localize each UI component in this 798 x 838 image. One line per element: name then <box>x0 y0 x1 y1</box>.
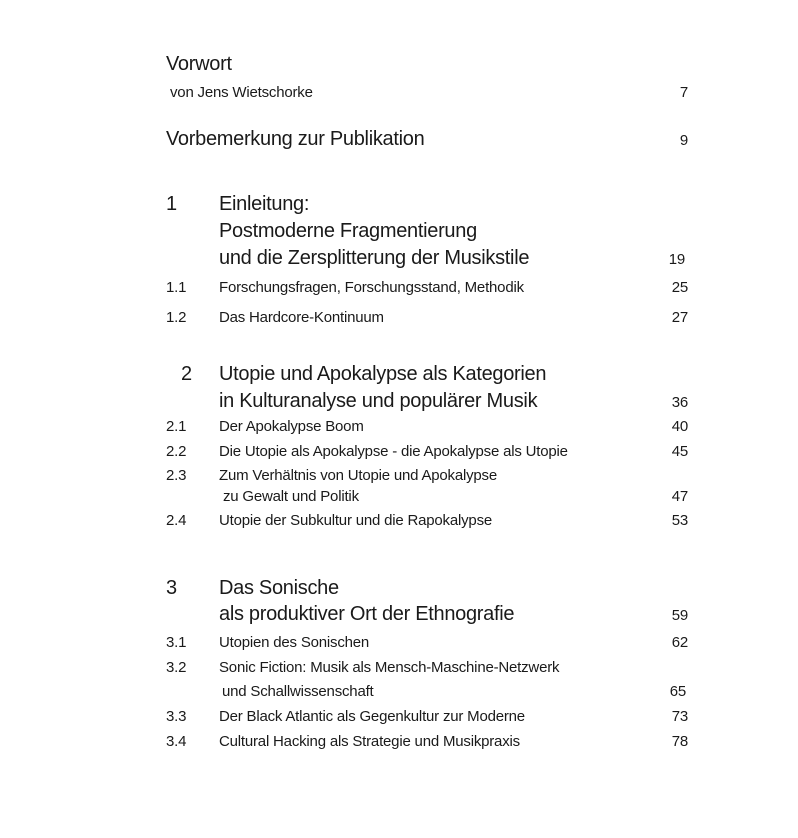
section-number: 3.2 <box>166 659 187 676</box>
chapter-title: Utopie und Apokalypse als Kategorien <box>219 363 547 385</box>
chapter-title: Einleitung: <box>219 193 310 215</box>
section-number: 2.4 <box>166 512 187 529</box>
toc-page: 27 <box>671 309 688 326</box>
chapter-number: 2 <box>181 363 192 385</box>
toc-page: 59 <box>671 607 688 624</box>
chapter-title: Postmoderne Fragmentierung <box>219 220 477 242</box>
section-title-continued: zu Gewalt und Politik <box>223 488 359 505</box>
section-title: Das Hardcore-Kontinuum <box>219 309 384 326</box>
toc-page: 25 <box>671 279 688 296</box>
section-number: 3.3 <box>166 708 187 725</box>
toc-title-vorwort: Vorwort <box>166 53 232 75</box>
section-number: 1.2 <box>166 309 187 326</box>
toc-page: 62 <box>671 634 688 651</box>
section-title: Utopie der Subkultur und die Rapokalypse <box>219 512 493 529</box>
chapter-number: 3 <box>166 577 177 599</box>
toc-page: 36 <box>671 394 688 411</box>
section-number: 1.1 <box>166 279 187 296</box>
chapter-number: 1 <box>166 193 177 215</box>
chapter-title: in Kulturanalyse und populärer Musik <box>219 390 538 412</box>
chapter-title: als produktiver Ort der Ethnografie <box>219 603 515 625</box>
section-title: Zum Verhältnis von Utopie und Apokalypse <box>219 467 498 484</box>
toc-page: 45 <box>671 443 688 460</box>
toc-title-vorbemerkung: Vorbemerkung zur Publikation <box>166 128 425 150</box>
section-number: 2.1 <box>166 418 187 435</box>
toc-page: 53 <box>671 512 688 529</box>
toc-page: 78 <box>671 733 688 750</box>
toc-page: 65 <box>669 683 686 700</box>
toc-page: 47 <box>671 488 688 505</box>
section-title: Utopien des Sonischen <box>219 634 370 651</box>
section-title: Sonic Fiction: Musik als Mensch-Maschine-Netzwerk <box>219 659 560 676</box>
toc-page: 9 <box>679 132 688 149</box>
toc-page: 40 <box>671 418 688 435</box>
section-title: Cultural Hacking als Strategie und Musikpraxis <box>219 733 520 750</box>
section-number: 2.3 <box>166 467 187 484</box>
toc-page: 7 <box>679 84 688 101</box>
toc-author: von Jens Wietschorke <box>170 84 313 101</box>
toc-page: 73 <box>671 708 688 725</box>
section-title-continued: und Schallwissenschaft <box>222 683 374 700</box>
section-title: Der Apokalypse Boom <box>219 418 364 435</box>
section-title: Die Utopie als Apokalypse - die Apokalypse als Utopie <box>219 443 568 460</box>
section-title: Der Black Atlantic als Gegenkultur zur Moderne <box>219 708 525 725</box>
chapter-title: und die Zersplitterung der Musikstile <box>219 247 530 269</box>
section-number: 3.4 <box>166 733 187 750</box>
toc-page: 19 <box>668 251 685 268</box>
section-number: 3.1 <box>166 634 187 651</box>
chapter-title: Das Sonische <box>219 577 339 599</box>
section-number: 2.2 <box>166 443 187 460</box>
section-title: Forschungsfragen, Forschungsstand, Methodik <box>219 279 524 296</box>
